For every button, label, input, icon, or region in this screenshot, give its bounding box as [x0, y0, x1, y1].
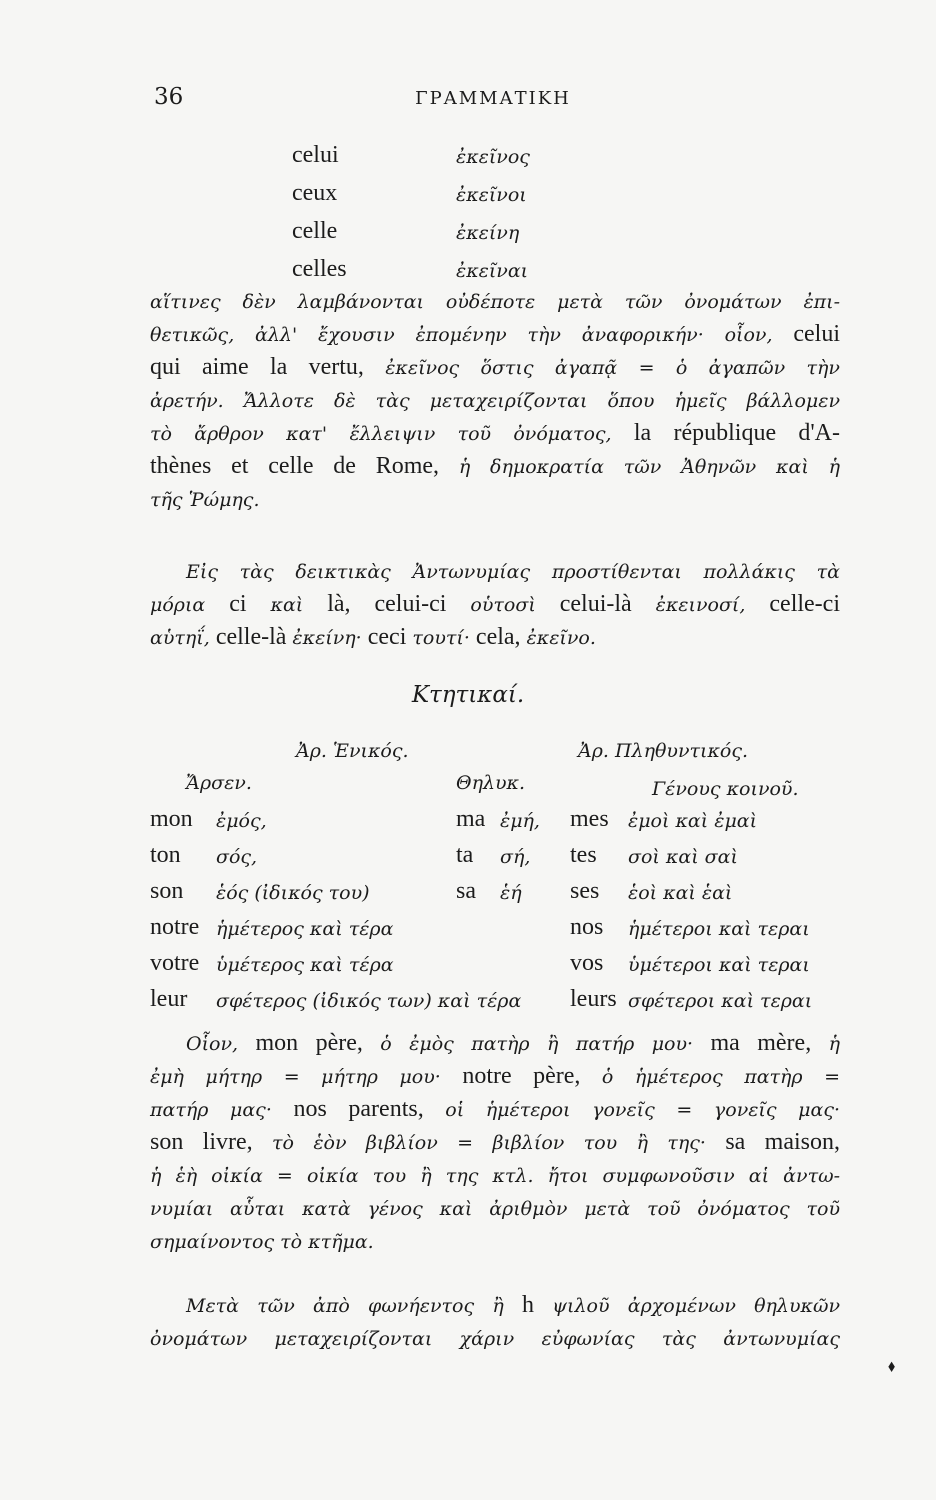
greek-text: ἡ δημοκρατία τῶν Ἀθηνῶν καὶ ἡ [458, 456, 840, 478]
greek-text: πατήρ μας· [150, 1099, 294, 1121]
table-cell-p-gr: σφέτεροι καὶ τεραι [628, 990, 813, 1012]
table-cell-f-gr: σή, [500, 846, 531, 868]
greek-text: ἀρετήν. Ἄλλοτε δὲ τὰς μεταχειρίζονται ὅπου ἡμεῖς βάλλομεν [150, 390, 840, 412]
text-line [150, 385, 840, 417]
french-text: qui aime la vertu, [150, 354, 386, 380]
french-text: ci [229, 591, 271, 617]
greek-text: αἵτινες δὲν λαμβάνονται οὐδέποτε μετὰ τῶν ὀνομάτων ἐπι- [150, 291, 840, 313]
greek-text: ψιλοῦ ἀρχομένων θηλυκῶν [552, 1295, 841, 1317]
text-line [150, 1193, 840, 1225]
greek-text: Μετὰ τῶν ἀπὸ φωνήεντος ἢ [186, 1295, 522, 1317]
text-line [150, 1323, 840, 1355]
table-cell-p-gr: ἑοὶ καὶ ἑαὶ [628, 882, 733, 904]
french-text: ma mère, [710, 1030, 829, 1056]
greek-text: ἐκεῖνος ὅστις ἀγαπᾷ = ὁ ἀγαπῶν τὴν [385, 357, 840, 379]
table-cell-m-fr: mon [150, 806, 193, 832]
text-line [150, 1160, 840, 1192]
french-text: ceci [367, 624, 413, 650]
french-text: sa maison, [725, 1129, 840, 1155]
greek-text: τῆς Ῥώμης. [150, 489, 260, 511]
pair-french: celle [292, 218, 338, 244]
table-cell-p-fr: vos [570, 950, 604, 976]
greek-text: ἐκείνη· [292, 627, 368, 649]
feminine-heading: Θηλυκ. [456, 772, 526, 794]
greek-text: σημαίνοντος τὸ κτῆμα. [150, 1231, 374, 1253]
text-line [150, 622, 840, 654]
table-cell-p-fr: leurs [570, 986, 617, 1012]
greek-text: ἡ ἑὴ οἰκία = οἰκία του ἢ της κτλ. ἤτοι συμφωνοῦσιν αἱ ἀντω- [150, 1165, 840, 1187]
table-cell-p-gr: ἐμοὶ καὶ ἐμαὶ [628, 810, 758, 832]
table-cell-m-gr: ἑός (ἰδικός του) [216, 882, 370, 904]
greek-text: τὸ ἑὸν βιβλίον = βιβλίον του ἢ της· [272, 1132, 726, 1154]
table-cell-m-fr: ton [150, 842, 181, 868]
french-text: thènes et celle de Rome, [150, 453, 459, 479]
french-text: nos parents, [293, 1096, 446, 1122]
table-cell-f-fr: ta [456, 842, 474, 868]
text-line [150, 1094, 840, 1126]
table-cell-p-fr: nos [570, 914, 604, 940]
table-cell-f-fr: sa [456, 878, 476, 904]
greek-text: ὁ ἐμὸς πατὴρ ἢ πατήρ μου· [380, 1033, 711, 1055]
text-line [150, 352, 840, 384]
greek-text: καὶ [270, 594, 328, 616]
table-cell-p-gr: σοὶ καὶ σαὶ [628, 846, 738, 868]
table-cell-m-gr: ἡμέτερος καὶ τέρα [216, 918, 394, 940]
table-cell-p-gr: ἡμέτεροι καὶ τεραι [628, 918, 810, 940]
text-line [150, 1127, 840, 1159]
greek-text: ἐκεινοσί, [655, 594, 770, 616]
page-number: 36 [154, 84, 184, 110]
greek-text: αὑτηΐ, [150, 627, 216, 649]
text-line [150, 418, 840, 450]
table-cell-p-fr: tes [570, 842, 597, 868]
greek-text: ἐκεῖνο. [526, 627, 596, 649]
pair-french: celui [292, 142, 339, 168]
table-cell-p-fr: ses [570, 878, 600, 904]
text-line [150, 286, 840, 318]
pair-french: ceux [292, 180, 338, 206]
pair-greek: ἐκείνη [456, 222, 520, 244]
table-cell-m-fr: votre [150, 950, 200, 976]
french-text: son livre, [150, 1129, 272, 1155]
table-cell-p-gr: ὑμέτεροι καὶ τεραι [628, 954, 810, 976]
french-text: h [521, 1292, 553, 1318]
table-cell-f-fr: ma [456, 806, 486, 832]
french-text: mon père, [255, 1030, 381, 1056]
table-cell-m-gr: σός, [216, 846, 258, 868]
text-line [186, 1290, 840, 1322]
table-cell-m-gr: ἐμός, [216, 810, 267, 832]
greek-text: θετικῶς, ἀλλ' ἔχουσιν ἐπομένην τὴν ἀναφορικήν· οἷον, [150, 324, 794, 346]
french-text: celle-là [215, 624, 293, 650]
greek-text: οἱ ἡμέτεροι γονεῖς = γονεῖς μας· [445, 1099, 841, 1121]
french-text: cela, [475, 624, 527, 650]
french-text: celle-ci [769, 591, 840, 617]
common-gender-heading: Γένους κοινοῦ. [652, 778, 799, 800]
masculine-heading: Ἄρσεν. [186, 772, 252, 794]
french-text: celui-là [559, 591, 656, 617]
pair-greek: ἐκεῖναι [456, 260, 529, 282]
section-title: Κτητικαί. [411, 682, 525, 708]
greek-text: Εἰς τὰς δεικτικὰς Ἀντωνυμίας προστίθενται πολλάκις τὰ [186, 561, 840, 583]
singular-heading: Ἀρ. Ἑνικός. [296, 740, 409, 762]
greek-text: ὁ ἡμέτερος πατὴρ = [601, 1066, 841, 1088]
text-line [150, 484, 840, 516]
table-cell-f-gr: ἐμή, [500, 810, 540, 832]
text-line [186, 1028, 840, 1060]
greek-text: μόρια [150, 594, 230, 616]
greek-text: τὸ ἄρθρον κατ' ἔλλειψιν τοῦ ὀνόματος, [150, 423, 634, 445]
greek-text: Οἷον, [186, 1033, 256, 1055]
pair-greek: ἐκεῖνοι [456, 184, 527, 206]
greek-text: ὀνομάτων μεταχειρίζονται χάριν εὐφωνίας τὰς ἀντωνυμίας [150, 1328, 840, 1350]
greek-text: νυμίαι αὗται κατὰ γένος καὶ ἀριθμὸν μετὰ τοῦ ὀνόματος τοῦ [150, 1198, 840, 1220]
french-text: la république d'A- [633, 420, 840, 446]
text-line [150, 451, 840, 483]
table-cell-m-gr: ὑμέτερος καὶ τέρα [216, 954, 394, 976]
table-cell-m-gr: σφέτερος (ἰδικός των) καὶ τέρα [216, 990, 522, 1012]
greek-text: ἡ [828, 1033, 840, 1055]
running-head: ΓΡΑΜΜΑΤΙΚΗ [415, 88, 571, 109]
french-text: là, celui-ci [327, 591, 471, 617]
table-cell-f-gr: ἑή [500, 882, 522, 904]
pair-french: celles [292, 256, 347, 282]
table-cell-m-fr: son [150, 878, 184, 904]
text-line [150, 319, 840, 351]
greek-text: ἐμὴ μήτηρ = μήτηρ μου· [150, 1066, 463, 1088]
greek-text: οὑτοσὶ [470, 594, 560, 616]
table-cell-m-fr: notre [150, 914, 200, 940]
table-cell-m-fr: leur [150, 986, 188, 1012]
page-header [150, 84, 836, 120]
plural-heading: Ἀρ. Πληθυντικός. [578, 740, 749, 762]
greek-text: τουτί· [412, 627, 476, 649]
text-line [150, 1226, 840, 1258]
french-text: celui [793, 321, 840, 347]
margin-mark: ⬧ [888, 1356, 896, 1375]
french-text: notre père, [462, 1063, 602, 1089]
text-line [150, 1061, 840, 1093]
text-line [150, 589, 840, 621]
text-line [186, 556, 840, 588]
pair-greek: ἐκεῖνος [456, 146, 530, 168]
table-cell-p-fr: mes [570, 806, 609, 832]
